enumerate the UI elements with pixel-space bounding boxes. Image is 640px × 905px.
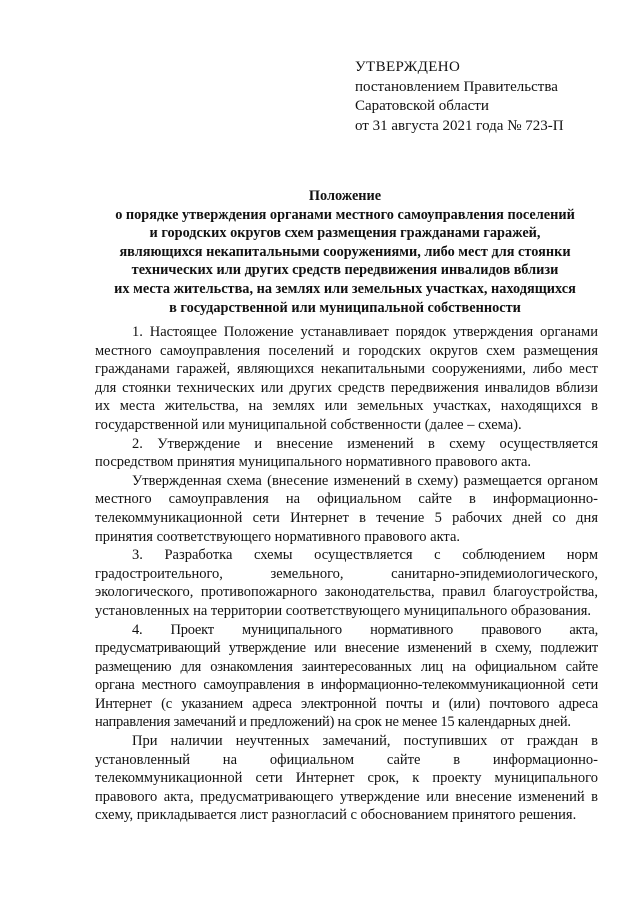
approval-line-2: Саратовской области — [355, 98, 489, 114]
approval-heading: УТВЕРЖДЕНО — [355, 59, 461, 75]
paragraph-6: При наличии неучтенных замечаний, поступивших от граждан в установленный на официальном сайте в информационно-телекоммуникационной сети Интернет срок, к проекту муниципального правового акта, предусматривающего утверждение или внесение изменений в схему, прикладывается лист разногласий с обоснованием принятого решения. — [95, 733, 598, 824]
title-line-5: технических или других средств передвижения инвалидов вблизи — [131, 262, 559, 279]
document-title — [90, 187, 600, 317]
title-line-7: в государственной или муниципальной собственности — [169, 299, 521, 316]
approval-line-1: постановлением Правительства — [355, 78, 558, 95]
paragraph-5: 4. Проект муниципального нормативного правового акта, предусматривающий утверждение или внесение изменений в схему, подлежит размещению для ознакомления заинтересованных лиц на официальном сайте органа местного самоуправления в информационно-телекоммуникационной сети Интернет (с указанием адреса электронной почты и (или) почтового адреса направления замечаний и предложений) на срок не менее 15 календарных дней. — [95, 621, 598, 731]
approval-line-3: от 31 августа 2021 года № 723-П — [355, 117, 564, 134]
title-line-3: и городских округов схем размещения гражданами гаражей, — [149, 225, 541, 242]
paragraph-3: Утвержденная схема (внесение изменений в схему) размещается органом местного самоуправления на официальном сайте в информационно-телекоммуникационной сети Интернет в течение 5 рабочих дней со дня принятия соответствующего нормативного правового акта. — [95, 472, 598, 545]
title-line-4: являющихся некапитальными сооружениями, либо мест для стоянки — [119, 243, 571, 260]
title-line-1: Положение — [308, 188, 382, 204]
approval-stamp — [355, 58, 625, 136]
paragraph-4: 3. Разработка схемы осуществляется с соблюдением норм градостроительного, земельного, санитарно-эпидемиологического, экологического, противопожарного законодательства, правил благоустройства, установленных на территории соответствующего муниципального образования. — [95, 547, 598, 619]
paragraph-2: 2. Утверждение и внесение изменений в схему осуществляется посредством принятия муниципального нормативного правового акта. — [95, 435, 598, 471]
paragraph-1: 1. Настоящее Положение устанавливает порядок утверждения органами местного самоуправления поселений и городских округов схем размещения гражданами гаражей, являющихся некапитальными сооружениями, либо мест для стоянки технических или других средств передвижения инвалидов вблизи их места жительства, на землях или земельных участках, находящихся в государственной или муниципальной собственности (далее – схема). — [95, 324, 598, 433]
document-body — [95, 323, 598, 825]
title-line-2: о порядке утверждения органами местного самоуправления поселений — [115, 206, 575, 223]
title-line-6: их места жительства, на землях или земельных участках, находящихся — [114, 280, 576, 297]
